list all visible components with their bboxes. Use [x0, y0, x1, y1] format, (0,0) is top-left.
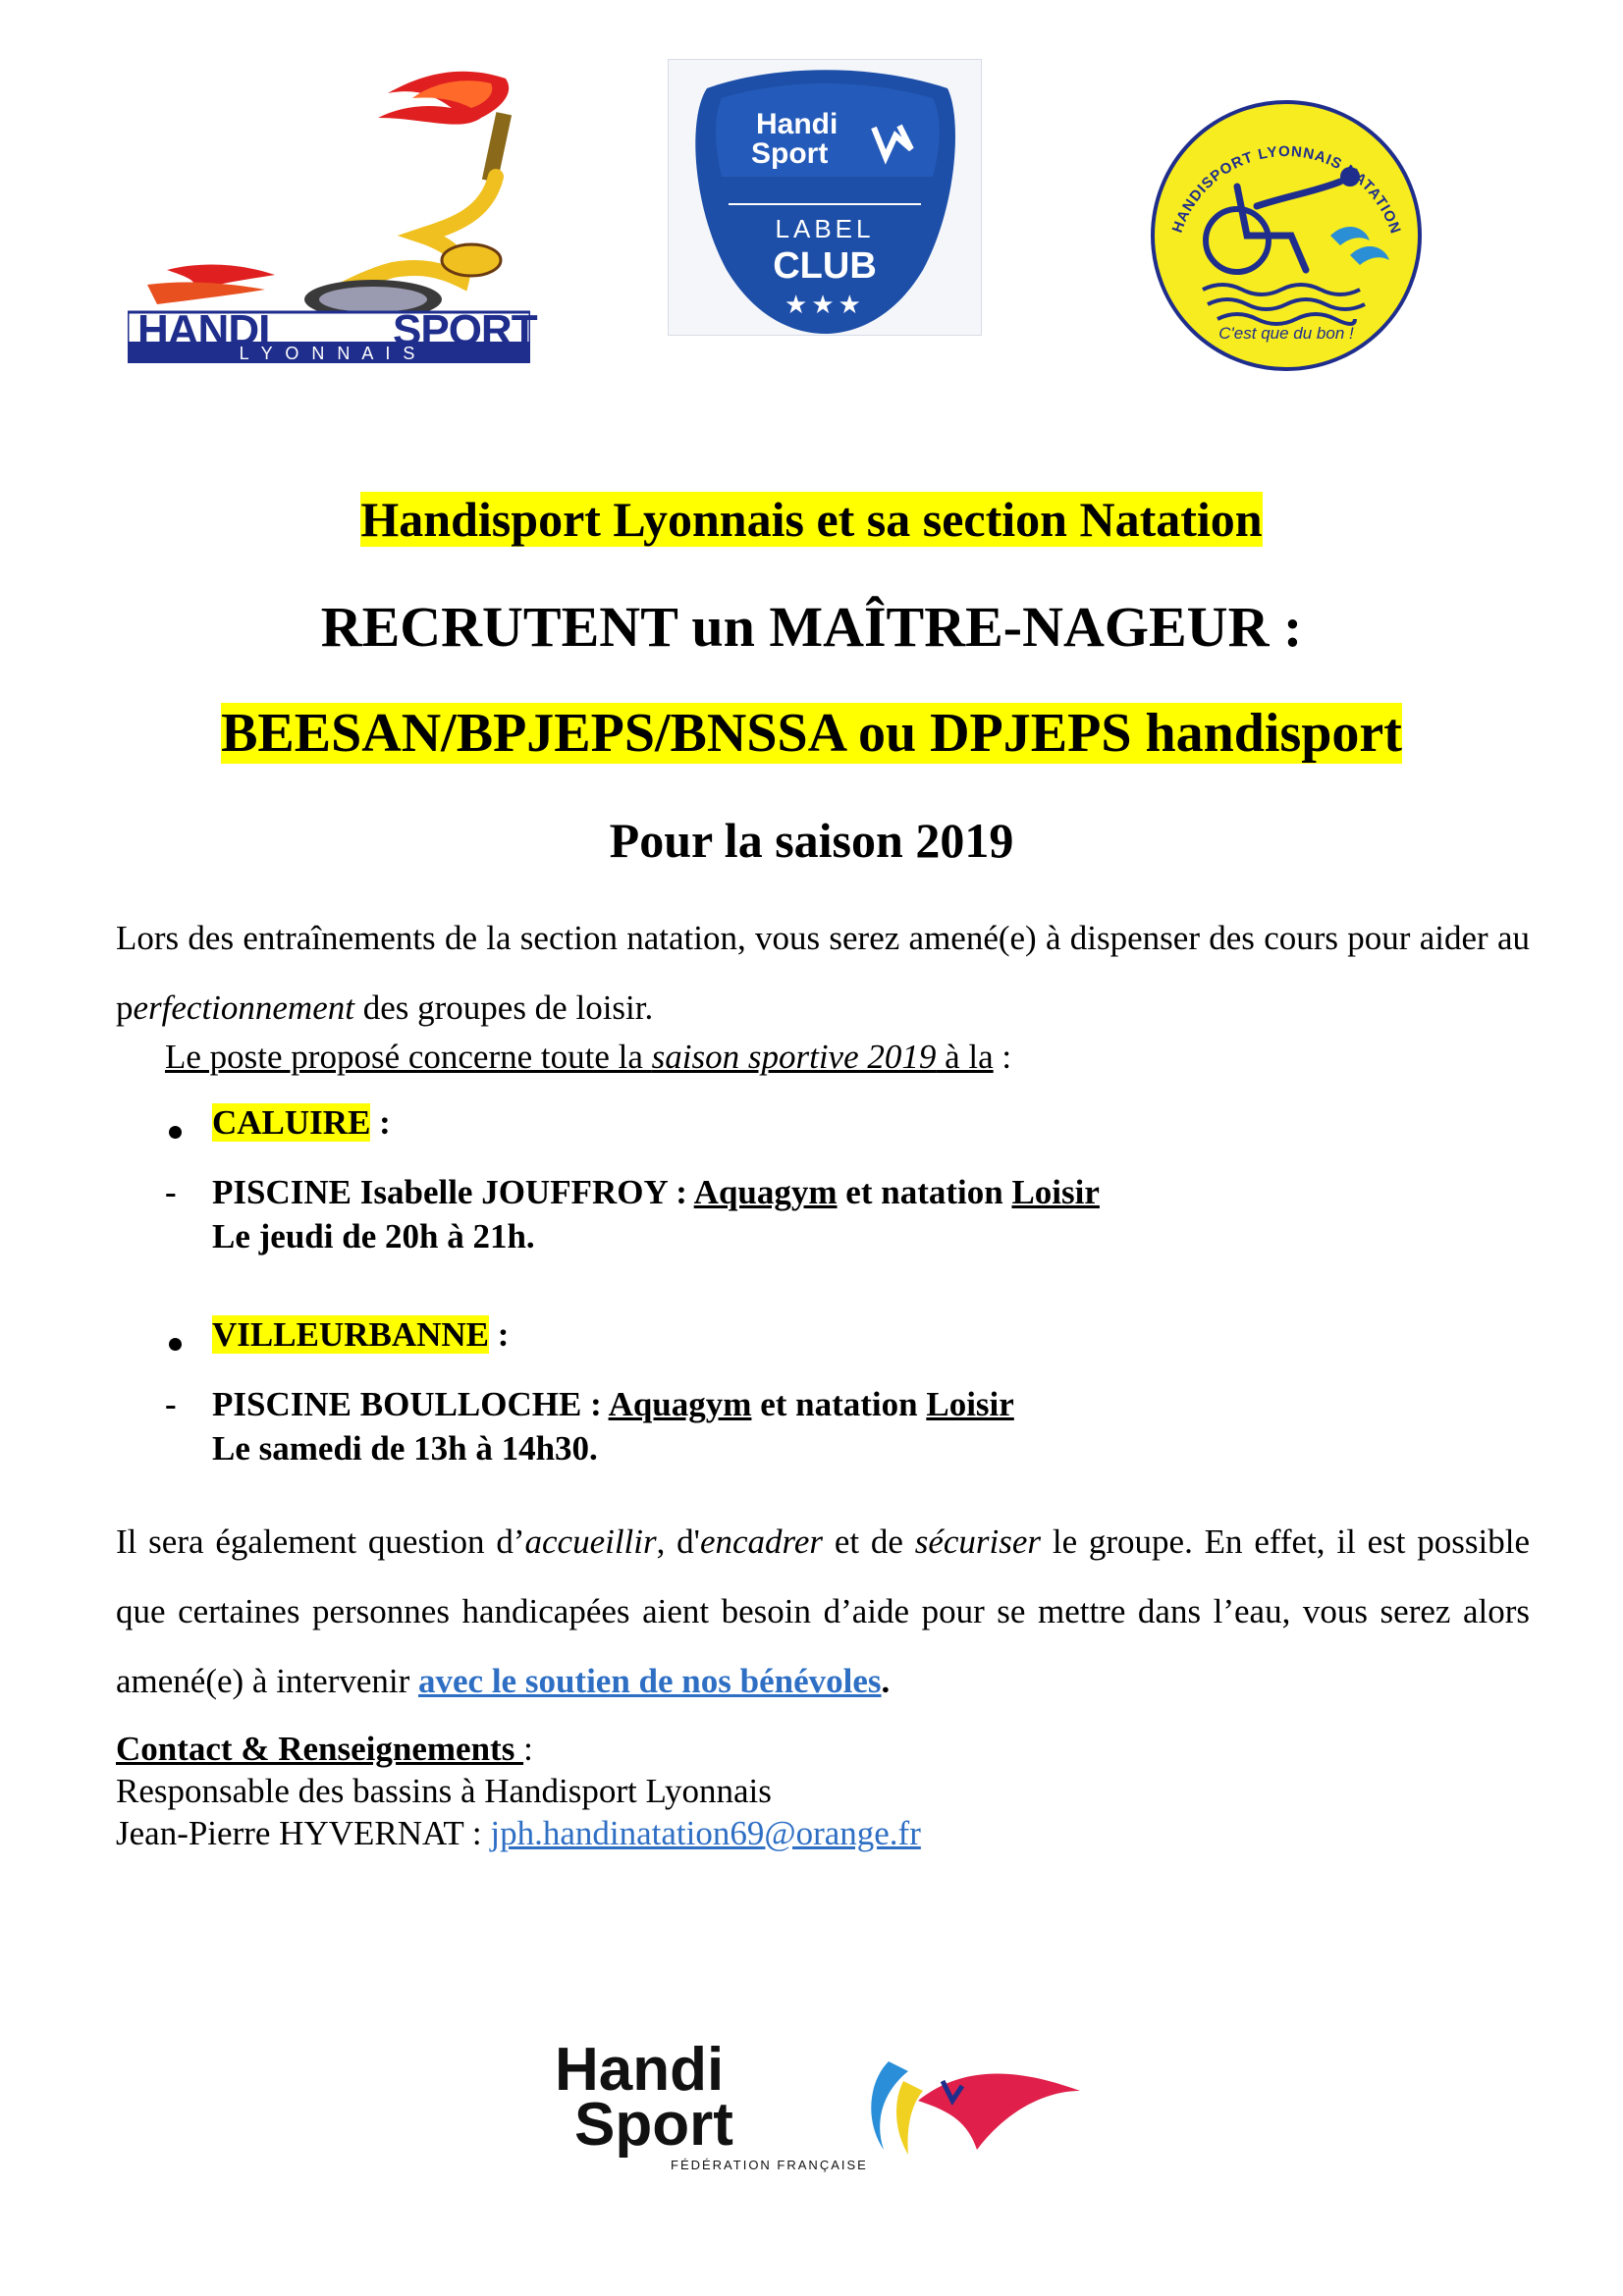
- natation-club-logo: [1149, 98, 1424, 373]
- badge-stars: ★★★: [784, 291, 865, 320]
- logo-text-lyonnais: L Y O N N A I S: [239, 344, 419, 363]
- handisport-federation-logo: [555, 2036, 1085, 2189]
- contact-role: Responsable des bassins à Handisport Lyonnais: [116, 1772, 772, 1810]
- site-schedule-caluire: Le jeudi de 20h à 21h.: [212, 1217, 535, 1255]
- club-slogan: C'est que du bon !: [1218, 324, 1354, 343]
- label-club-badge: [668, 59, 982, 336]
- logo-text-handi: HANDI: [137, 306, 270, 354]
- site-schedule-villeurbanne: Le samedi de 13h à 14h30.: [212, 1429, 598, 1468]
- role-paragraph: Il sera également question d’accueillir, d'encadrer et de sécuriser le groupe. En effet, il est possible que certaines personnes handicapées aient besoin d’aide pour se mettre dans l’eau, vous serez alors amené(e) à intervenir avec le soutien de nos bénévoles.: [116, 1522, 1530, 1700]
- site-city-villeurbanne: VILLEURBANNE :: [212, 1315, 510, 1354]
- contact-person: Jean-Pierre HYVERNAT : jph.handinatation69@orange.fr: [116, 1814, 921, 1852]
- intro-paragraph: Lors des entraînements de la section natation, vous serez amené(e) à dispenser des cours pour aider au perfectionnement des groupes de loisir.: [116, 919, 1530, 1027]
- badge-club: CLUB: [773, 245, 877, 287]
- heading-line-4: Pour la saison 2019: [609, 813, 1014, 868]
- heading-line-3: BEESAN/BPJEPS/BNSSA ou DPJEPS handisport: [221, 703, 1402, 764]
- footer-brand-sport: Sport: [574, 2091, 733, 2159]
- badge-label: LABEL: [775, 214, 875, 243]
- intro-line-2: Le poste proposé concerne toute la saison sportive 2019 à la :: [165, 1038, 1012, 1076]
- heading-line-1: Handisport Lyonnais et sa section Natation: [360, 492, 1263, 547]
- volunteers-link[interactable]: avec le soutien de nos bénévoles: [418, 1662, 882, 1700]
- heading-line-2: RECRUTENT un MAÎTRE-NAGEUR :: [320, 595, 1303, 659]
- federation-swoosh-icon: [849, 2042, 1085, 2169]
- badge-brand-sport: Sport: [751, 137, 829, 170]
- contact-email-link[interactable]: jph.handinatation69@orange.fr: [490, 1814, 921, 1852]
- site-pool-boulloche: PISCINE BOULLOCHE : Aquagym et natation Loisir: [212, 1385, 1014, 1423]
- site-dash: -: [165, 1173, 177, 1211]
- handisport-lyonnais-logo: [128, 59, 537, 363]
- bullet-dot: [169, 1338, 182, 1351]
- logo-text-sport: SPORT: [393, 306, 537, 354]
- site-city-caluire: CALUIRE :: [212, 1103, 391, 1142]
- site-pool-jouffroy: PISCINE Isabelle JOUFFROY : Aquagym et natation Loisir: [212, 1173, 1100, 1211]
- footer-federation-text: FÉDÉRATION FRANÇAISE: [671, 2158, 868, 2172]
- badge-brand-handi: Handi: [756, 108, 839, 140]
- contact-title: Contact & Renseignements :: [116, 1730, 533, 1768]
- ring-text: HANDISPORT LYONNAIS NATATION: [1168, 142, 1404, 237]
- site-dash: -: [165, 1385, 177, 1423]
- bullet-dot: [169, 1126, 182, 1139]
- footer-brand-handi: Handi: [555, 2036, 725, 2104]
